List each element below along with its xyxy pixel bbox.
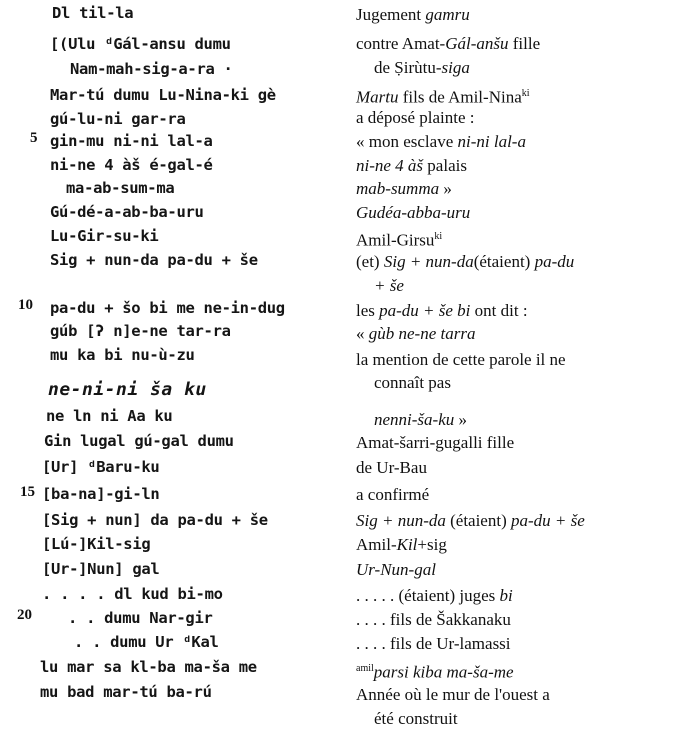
translation-line: « gùb ne-ne tarra [356, 324, 476, 343]
sumerian-line: ma-ab-sum-ma [66, 179, 175, 197]
translation-line: ni-ne 4 àš palais [356, 156, 467, 175]
translation-line: Amat-šarri-gugalli fille [356, 433, 515, 452]
sumerian-line: mu ka bi nu-ù-zu [50, 346, 195, 364]
sumerian-line: Nam-mah-sig-a-ra · [70, 60, 233, 78]
translation-line: $^{amil}$parsi kiba ma-ša-me [356, 662, 514, 682]
translation-line: Amil-Kil+sig [356, 535, 447, 554]
sumerian-line: . . . . dl kud bi-mo [42, 585, 223, 603]
sumerian-line: gin-mu ni-ni lal-a [50, 132, 213, 150]
translation-line: + še [374, 276, 404, 295]
sumerian-line: Gú-dé-a-ab-ba-uru [50, 203, 204, 221]
sumerian-line: Sig + nun-da pa-du + še [50, 251, 258, 269]
translation-line: Ur-Nun-gal [356, 560, 436, 579]
sumerian-line: gú-lu-ni gar-ra [50, 110, 186, 128]
translation-line: Année où le mur de l'ouest a [356, 685, 550, 704]
sumerian-line: lu mar sa kl-ba ma-ša me [40, 658, 257, 676]
line-number-20: 20 [17, 607, 32, 623]
translation-line: Sig + nun-da (étaient) pa-du + še [356, 511, 585, 530]
translation-line: de Ṣirùtu-siga [374, 58, 470, 77]
sumerian-line: Gin lugal gú-gal dumu [44, 432, 234, 450]
translation-line: de Ur-Bau [356, 458, 427, 477]
translation-line: les pa-du + še bi ont dit : [356, 301, 528, 320]
sumerian-line: ne-ni-ni ša ku [48, 379, 207, 400]
line-number-5: 5 [30, 130, 38, 146]
sumerian-line: ni-ne 4 àš é-gal-é [50, 156, 213, 174]
sumerian-line: [Sig + nun] da pa-du + še [42, 511, 268, 529]
translation-line: mab-summa » [356, 179, 452, 198]
translation-line: (et) Sig + nun-da(étaient) pa-du [356, 252, 575, 271]
sumerian-line: Lu-Gir-su-ki [50, 227, 159, 245]
sumerian-line: Dl til-la [52, 4, 134, 22]
sumerian-line: . . dumu Ur ᵈKal [74, 633, 219, 651]
translation-line: . . . . fils de Šakkanaku [356, 610, 511, 629]
translation-line: connaît pas [374, 373, 451, 392]
translation-line: Amil-Girsu$^{ki}$ [356, 230, 443, 250]
translation-line: nenni-ša-ku » [374, 410, 468, 429]
sumerian-line: mu bad mar-tú ba-rú [40, 683, 212, 701]
sumerian-line: ne ln ni Aa ku [46, 407, 173, 425]
translation-line: Martu fils de Amil-Nina$^{ki}$ [356, 87, 530, 107]
sumerian-line: [(Ulu ᵈGál-ansu dumu [50, 35, 231, 53]
sumerian-line: [ba-na]-gi-ln [42, 485, 160, 503]
sumerian-line: Mar-tú dumu Lu-Nina-ki gè [50, 86, 276, 104]
sumerian-line: gúb [ʔ n]e-ne tar-ra [50, 322, 231, 340]
sumerian-line: . . dumu Nar-gir [68, 609, 213, 627]
translation-line: Jugement gamru [356, 5, 470, 24]
sumerian-line: pa-du + šo bi me ne-in-dug [50, 299, 285, 317]
sumerian-line: [Ur] ᵈBaru-ku [42, 458, 160, 476]
translation-line: été construit [374, 709, 458, 728]
translation-line: a déposé plainte : [356, 108, 475, 127]
sumerian-line: [Lú-]Kil-sig [42, 535, 151, 553]
translation-line: contre Amat-Gál-anšu fille [356, 34, 541, 53]
line-number-10: 10 [18, 297, 33, 313]
line-number-15: 15 [20, 484, 35, 500]
translation-line: « mon esclave ni-ni lal-a [356, 132, 526, 151]
translation-line: Gudéa-abba-uru [356, 203, 471, 222]
translation-line: la mention de cette parole il ne [356, 350, 566, 369]
translation-line: a confirmé [356, 485, 430, 504]
sumerian-line: [Ur-]Nun] gal [42, 560, 160, 578]
translation-line: . . . . . (étaient) juges bi [356, 586, 513, 605]
translation-line: . . . . fils de Ur-lamassi [356, 634, 511, 653]
